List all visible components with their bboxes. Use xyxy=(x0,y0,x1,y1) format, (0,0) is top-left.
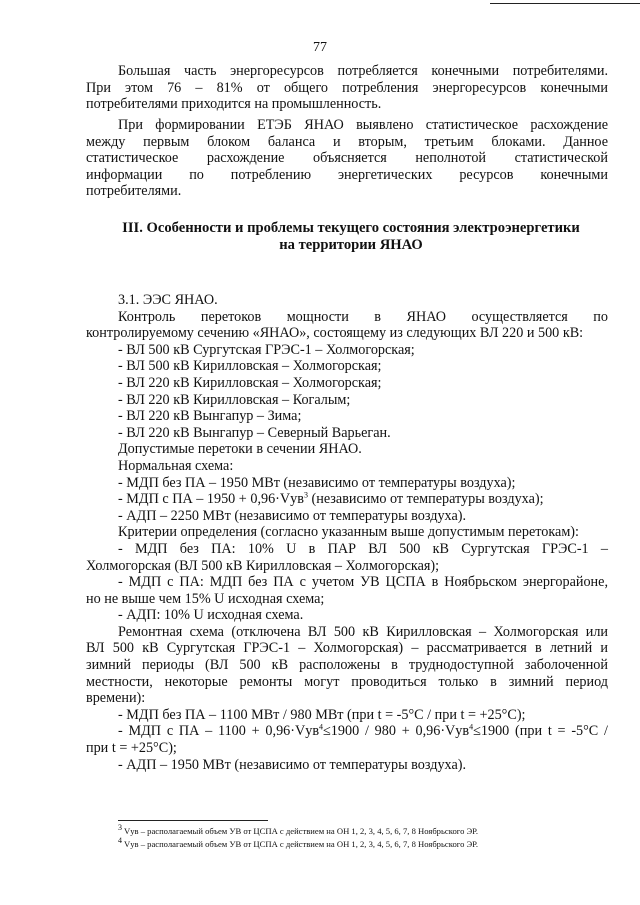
footnote-ref: 3 xyxy=(303,490,308,500)
text-line: местности, некоторые ремонты могут проводиться только в зимний период xyxy=(86,673,608,690)
list-item: - ВЛ 500 кВ Кирилловская – Холмогорская; xyxy=(118,358,382,375)
text-span: ≤1900 (при t = -5°С / xyxy=(473,723,608,740)
list-item: - МДП без ПА – 1100 МВт / 980 МВт (при t = -5°С / при t = +25°С); xyxy=(118,706,526,723)
text-line: Холмогорская (ВЛ 500 кВ Кирилловская – Холмогорская); xyxy=(86,557,440,574)
list-item: - МДП без ПА – 1950 МВт (независимо от температуры воздуха); xyxy=(118,474,516,491)
heading-line-1: III. Особенности и проблемы текущего состояния электроэнергетики xyxy=(122,220,580,236)
list-item: - ВЛ 220 кВ Вынгапур – Зима; xyxy=(118,408,302,425)
intro-paragraph-1 xyxy=(86,63,608,113)
subsection-title: 3.1. ЭЭС ЯНАО. xyxy=(118,292,218,308)
footnote-3 xyxy=(118,823,588,837)
list-item: - АДП – 1950 МВт (независимо от температуры воздуха). xyxy=(118,756,467,773)
footnote-ref: 4 xyxy=(469,722,474,732)
footnote-mark: 3 xyxy=(118,823,122,833)
top-rule xyxy=(490,3,640,4)
text-line: ВЛ 500 кВ Сургутская ГРЭС-1 – Холмогорская) – рассматривается в летний и xyxy=(86,640,608,657)
footnote-text: Vув – располагаемый объем УВ от ЦСПА с действием на ОН 1, 2, 3, 4, 5, 6, 7, 8 Ноябрьского ЭР. xyxy=(122,839,479,849)
footnote-text: Vув – располагаемый объем УВ от ЦСПА с действием на ОН 1, 2, 3, 4, 5, 6, 7, 8 Ноябрьского ЭР. xyxy=(122,826,479,836)
text-span: ≤1900 / 980 + 0,96·Vув xyxy=(323,723,470,740)
text-line: Допустимые перетоки в сечении ЯНАО. xyxy=(118,441,362,458)
text-line: между первым блоком баланса и вторым, третьим блоками. Данное xyxy=(86,133,608,150)
text-line: зимний периоды (ВЛ 500 кВ расположены в труднодоступной заболоченной xyxy=(86,657,608,674)
text-line: времени): xyxy=(86,690,146,707)
text-line: контролируемому сечению «ЯНАО», состоящему из следующих ВЛ 220 и 500 кВ: xyxy=(86,325,584,342)
text-span: - МДП с ПА – 1100 + 0,96·Vув xyxy=(118,723,320,740)
text-span: (независимо от температуры воздуха); xyxy=(307,491,544,508)
list-item: - МДП с ПА: МДП без ПА с учетом УВ ЦСПА в Ноябрьском энергорайоне, xyxy=(118,574,608,591)
section-heading xyxy=(96,220,606,254)
text-line: при t = +25°С); xyxy=(86,740,177,757)
footnote-separator xyxy=(118,820,268,821)
heading-line-2: на территории ЯНАО xyxy=(279,237,423,253)
text-span: - МДП с ПА – 1950 + 0,96·Vув xyxy=(118,491,304,508)
text-line: Нормальная схема: xyxy=(118,457,234,474)
section-body xyxy=(86,292,608,773)
footnote-4 xyxy=(118,836,588,850)
text-line: Контроль перетоков мощности в ЯНАО осуществляется по xyxy=(118,308,608,325)
list-item xyxy=(86,723,608,740)
list-item: - АДП: 10% U исходная схема. xyxy=(118,607,304,624)
footnote-mark: 4 xyxy=(118,836,122,846)
page-number: 77 xyxy=(313,40,327,55)
text-line: Ремонтная схема (отключена ВЛ 500 кВ Кирилловская – Холмогорская или xyxy=(118,623,608,640)
footnote-ref: 4 xyxy=(319,722,324,732)
list-item: - ВЛ 220 кВ Кирилловская – Холмогорская; xyxy=(118,374,382,391)
text-line: но не выше чем 15% U исходная схема; xyxy=(86,590,325,607)
text-line: потребителями. xyxy=(86,183,182,200)
text-line: статистическое расхождение объясняется неполнотой статистической xyxy=(86,150,608,167)
list-item: - АДП – 2250 МВт (независимо от температуры воздуха). xyxy=(118,507,467,524)
list-item: - ВЛ 220 кВ Кирилловская – Когалым; xyxy=(118,391,351,408)
list-item: - МДП без ПА: 10% U в ПАР ВЛ 500 кВ Сургутская ГРЭС-1 – xyxy=(118,540,608,557)
text-line: информации по потреблению энергетических ресурсов конечными xyxy=(86,166,608,183)
text-line: При формировании ЕТЭБ ЯНАО выявлено статистическое расхождение xyxy=(118,117,608,133)
text-line: Критерии определения (согласно указанным выше допустимым перетокам): xyxy=(118,524,579,541)
text-line: При этом 76 – 81% от общего потребления энергоресурсов конечными xyxy=(86,79,608,96)
intro-paragraph-2 xyxy=(86,117,608,200)
list-item: - ВЛ 500 кВ Сургутская ГРЭС-1 – Холмогорская; xyxy=(118,341,415,358)
text-line: Большая часть энергоресурсов потребляется конечными потребителями. xyxy=(118,63,608,79)
text-line: потребителями приходится на промышленность. xyxy=(86,96,382,113)
list-item: - ВЛ 220 кВ Вынгапур – Северный Варьеган. xyxy=(118,424,391,441)
list-item xyxy=(86,491,608,508)
